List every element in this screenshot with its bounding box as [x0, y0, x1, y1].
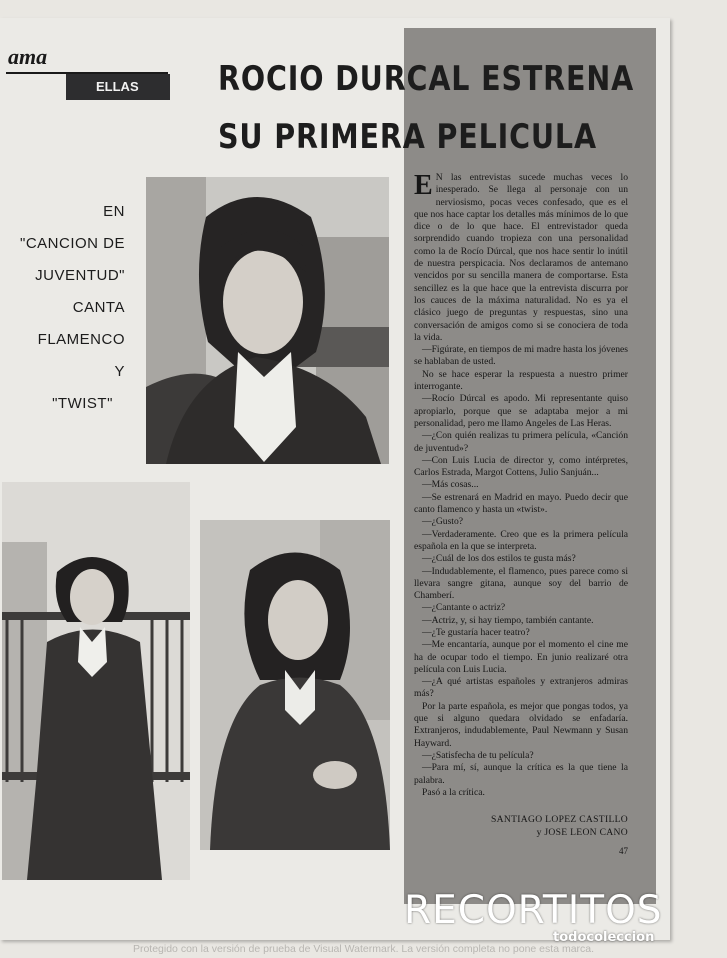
- headline: [218, 50, 635, 166]
- byline-line-2: y JOSE LEON CANO: [536, 827, 628, 839]
- article-paragraph: Por la parte española, es mejor que pongas todos, ya que si alguno quedara olvidado se enfadaría. Extranjeros, indudablemente, Paul Newmann y Susan Hayward.: [414, 700, 628, 749]
- headline-line-1: ROCIO DURCAL ESTRENA: [218, 59, 635, 99]
- subtitle-line: "TWIST": [52, 395, 113, 412]
- watermark-logo: RECORTITOS: [404, 888, 663, 933]
- byline-line-1: SANTIAGO LOPEZ CASTILLO: [491, 814, 628, 826]
- article-paragraph: —¿Satisfecha de tu película?: [422, 749, 534, 761]
- section-tag: ELLAS: [66, 74, 170, 100]
- subtitle-line: Y: [114, 363, 125, 380]
- seated-photo-image: [200, 520, 390, 850]
- article-body: [414, 172, 628, 857]
- article-paragraph: —Para mí, sí, aunque la crítica es la que tiene la palabra.: [414, 762, 628, 786]
- article-paragraph: No se hace esperar la respuesta a nuestro primer interrogante.: [414, 368, 628, 393]
- article-paragraph: —Actriz, y, si hay tiempo, también cantante.: [422, 614, 594, 626]
- subtitle-line: FLAMENCO: [37, 331, 125, 348]
- article-paragraph: —¿Cuál de los dos estilos te gusta más?: [422, 553, 576, 565]
- headline-line-2: SU PRIMERA PELICULA: [218, 117, 597, 157]
- article-paragraph: —Se estrenará en Madrid en mayo. Puedo decir que canto flamenco y hasta un «twist».: [414, 491, 628, 516]
- article-paragraph: —Verdaderamente. Creo que es la primera película española en la que se interpreta.: [414, 528, 628, 552]
- article-paragraph: —¿Gusto?: [422, 516, 464, 528]
- subtitle-line: EN: [103, 203, 125, 220]
- article-paragraph: —¿Con quién realizas tu primera película, «Canción de juventud»?: [414, 430, 628, 454]
- watermark-site: todocoleccion: [553, 930, 655, 945]
- article-paragraph: —Rocío Dúrcal es apodo. Mi representante quiso apropiarlo, porque que se adaptaba mejor a mi personalidad, pero me llamo Angeles de Las Heras.: [414, 393, 628, 429]
- article-paragraph: —¿Te gustaría hacer teatro?: [422, 626, 530, 638]
- portrait-photo: [146, 177, 389, 464]
- article-paragraph: —Me encantaría, aunque por el momento el cine me ha de ocupar todo el tiempo. En junio realizaré otra película con Luis Lucia.: [414, 639, 628, 675]
- subtitle-line: CANTA: [72, 299, 125, 316]
- article-paragraph: E N las entrevistas sucede muchas veces lo inesperado. Se llega al personaje con un nerviosismo, pocas veces confesado, que es el que nos hace captar los detalles más mínimos de lo que dice o de lo que hace. El entrevistador queda sorprendido cuando tropieza con una personalidad como la de Rocío Dúrcal, que nos hace sentir lo inútil de nuestra perspicacia. Nos declaramos de antemano vencidos por su sencilla manera de comportarse. Esta sencillez es la que hace que la entrevista discurra por los cauces de la máxima naturalidad. No es ya el clásico juego de preguntas y respuestas, sino una conversación de amigos como si se conociera de toda la vida.: [414, 170, 628, 343]
- article-paragraph: —Con Luis Lucia de director y, como intérpretes, Carlos Estrada, Margot Cottens, Julio Sanjuán...: [414, 454, 628, 479]
- article-paragraph: —Más cosas...: [422, 479, 479, 491]
- article-paragraph: —¿Cantante o actriz?: [422, 602, 506, 614]
- subtitle-line: "CANCION DE: [20, 235, 125, 252]
- subtitle-line: JUVENTUD": [35, 267, 125, 284]
- balcony-photo-image: [2, 482, 190, 880]
- article-paragraph: Pasó a la crítica.: [422, 786, 485, 798]
- balcony-photo: [2, 482, 190, 880]
- byline: [414, 813, 628, 839]
- page-number: 47: [619, 846, 628, 857]
- seated-photo: [200, 520, 390, 850]
- portrait-photo-image: [146, 177, 389, 464]
- trial-watermark-notice: Protegido con la versión de prueba de Visual Watermark. La versión completa no pone esta marca.: [132, 943, 595, 955]
- article-paragraph: —Indudablemente, el flamenco, pues parece como si llevara sangre gitana, aunque soy del barrio de Chamberí.: [414, 565, 628, 602]
- drop-cap: E: [414, 170, 433, 201]
- magazine-logo: ama: [8, 44, 48, 69]
- subtitle: [0, 196, 125, 420]
- article-paragraph: —¿A qué artistas españoles y extranjeros admiras más?: [414, 676, 628, 700]
- article-paragraph: —Figúrate, en tiempos de mi madre hasta los jóvenes se hablaban de usted.: [414, 344, 628, 368]
